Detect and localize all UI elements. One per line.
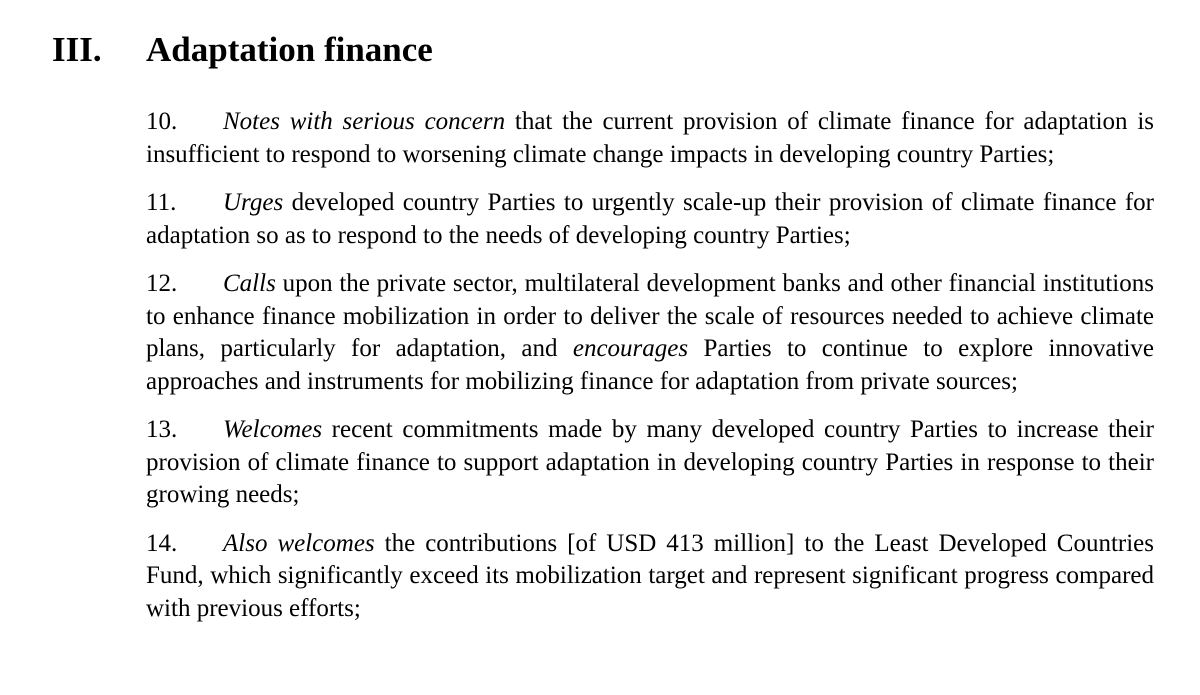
paragraph-13 [146, 414, 1154, 512]
section-number: III. [52, 30, 102, 69]
section-heading [52, 26, 433, 74]
paragraph-text: the contributions [of USD 413 million] to the Least Developed Countries Fund, which significantly exceed its mobilization target and represent significant progress compared with previous efforts; [146, 529, 1155, 622]
paragraph-number: 10. [146, 108, 178, 135]
paragraph-mid-italic: encourages [572, 335, 689, 362]
paragraph-text-after: Parties to continue to explore innovative approaches and instruments for mobilizing finance for adaptation from private sources; [146, 335, 1154, 395]
paragraph-11 [146, 187, 1154, 252]
paragraph-text: upon the private sector, multilateral development banks and other financial institutions to enhance finance mobilization in order to deliver the scale of resources needed to achieve climate plans, particularly for adaptation, and [146, 270, 1154, 362]
paragraph-number: 11. [146, 189, 177, 216]
paragraph-text: recent commitments made by many developed country Parties to increase their provision of climate finance to support adaptation in developing country Parties in response to their growing needs; [146, 416, 1154, 508]
paragraph-lead: Also welcomes [223, 529, 375, 557]
paragraph-text: developed country Parties to urgently scale-up their provision of climate finance for adaptation so as to respond to the needs of developing country Parties; [146, 189, 1154, 249]
paragraph-lead: Calls [223, 270, 276, 297]
paragraph-number: 14. [146, 529, 178, 557]
section-title: Adaptation finance [146, 30, 433, 69]
paragraph-list [146, 106, 1154, 641]
paragraph-number: 13. [146, 416, 178, 443]
paragraph-12 [146, 268, 1154, 398]
paragraph-number: 12. [146, 270, 178, 297]
paragraph-lead: Urges [223, 189, 284, 216]
paragraph-lead: Notes with serious concern [223, 108, 506, 135]
paragraph-10 [146, 106, 1154, 171]
paragraph-14 [146, 528, 1154, 626]
paragraph-lead: Welcomes [223, 416, 323, 443]
paragraph-text: that the current provision of climate finance for adaptation is insufficient to respond to worsening climate change impacts in developing country Parties; [146, 108, 1155, 168]
